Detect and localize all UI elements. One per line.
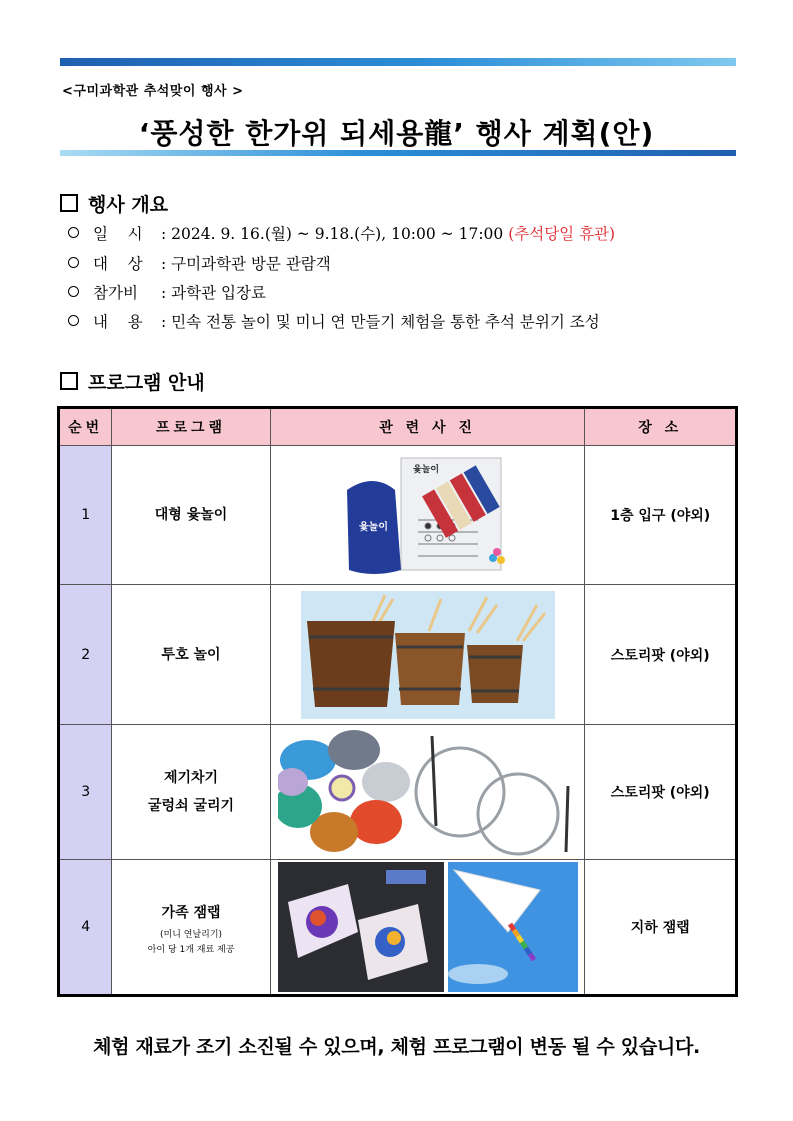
card-label: 윷놀이 xyxy=(412,465,439,475)
program-name xyxy=(112,725,270,860)
row-number: 3 xyxy=(59,725,112,860)
overview-item-label: 대 상 xyxy=(93,255,143,273)
overview-item xyxy=(68,281,266,303)
bottom-decorative-bar xyxy=(60,150,736,156)
row-number: 2 xyxy=(59,585,112,725)
column-header-number: 순번 xyxy=(59,408,112,446)
overview-item-label: 내 용 xyxy=(93,313,143,331)
kite-image xyxy=(278,862,578,992)
footer-notice: 체험 재료가 조기 소진될 수 있으며, 체험 프로그램이 변동 될 수 있습니다. xyxy=(93,1036,700,1058)
overview-item-label: 일 시 xyxy=(93,225,143,243)
table-row xyxy=(59,860,737,996)
top-decorative-bar xyxy=(60,58,736,66)
event-subtitle: <구미과학관 추석맞이 행사 > xyxy=(62,84,244,99)
circle-bullet-icon xyxy=(68,286,79,297)
yut-set-image xyxy=(343,450,513,580)
program-note: 아이 당 1개 재료 제공 xyxy=(147,944,235,955)
program-heading xyxy=(60,368,205,395)
bag-label: 윷놀이 xyxy=(358,522,388,533)
overview-item-label: 참가비 xyxy=(93,284,138,302)
tuho-pots-image xyxy=(301,591,555,719)
table-header-row xyxy=(59,408,737,446)
circle-bullet-icon xyxy=(68,257,79,268)
program-name: 대형 윷놀이 xyxy=(112,446,270,585)
row-number: 1 xyxy=(59,446,112,585)
column-header-program: 프로그램 xyxy=(112,408,270,446)
overview-item xyxy=(68,222,615,244)
overview-item-value: : 민속 전통 놀이 및 미니 연 만들기 체험을 통한 추석 분위기 조성 xyxy=(161,313,600,331)
page-title: ‘풍성한 한가위 되세용龍’ 행사 계획(안) xyxy=(138,117,655,150)
overview-heading-text: 행사 개요 xyxy=(88,194,169,216)
kite-photo xyxy=(270,860,585,996)
jegi-hoop-image xyxy=(278,728,578,856)
jegi-icon xyxy=(278,730,410,852)
program-place: 스토리팟 (야외) xyxy=(585,725,737,860)
program-heading-text: 프로그램 안내 xyxy=(88,372,205,394)
program-place: 지하 잼랩 xyxy=(585,860,737,996)
overview-item-value: : 2024. 9. 16.(월) ~ 9.18.(수), 10:00 ~ 17:00 xyxy=(161,225,509,243)
table-row xyxy=(59,725,737,860)
circle-bullet-icon xyxy=(68,227,79,238)
row-number: 4 xyxy=(59,860,112,996)
overview-item xyxy=(68,252,331,274)
jegi-hoop-photo xyxy=(270,725,585,860)
tuho-photo xyxy=(270,585,585,725)
program-name-line: 제기차기 xyxy=(163,770,219,786)
overview-item xyxy=(68,310,600,332)
checkbox-square-icon xyxy=(60,194,78,212)
table-row xyxy=(59,446,737,585)
program-note: (미니 연날리기) xyxy=(160,929,223,940)
circle-bullet-icon xyxy=(68,315,79,326)
column-header-photo: 관 련 사 진 xyxy=(270,408,585,446)
checkbox-square-icon xyxy=(60,372,78,390)
overview-item-note: (추석당일 휴관) xyxy=(508,225,616,243)
program-name xyxy=(112,860,270,996)
program-name: 투호 놀이 xyxy=(112,585,270,725)
overview-item-value: : 과학관 입장료 xyxy=(161,284,266,302)
column-header-place: 장 소 xyxy=(585,408,737,446)
overview-item-value: : 구미과학관 방문 관람객 xyxy=(161,255,331,273)
table-row xyxy=(59,585,737,725)
program-place: 1층 입구 (야외) xyxy=(585,446,737,585)
program-place: 스토리팟 (야외) xyxy=(585,585,737,725)
hoop-icon xyxy=(416,748,558,854)
overview-heading xyxy=(60,190,168,217)
program-table xyxy=(57,406,738,997)
yut-game-photo xyxy=(270,446,585,585)
program-name-line: 굴렁쇠 굴리기 xyxy=(148,798,235,814)
program-name-main: 가족 잼랩 xyxy=(161,904,221,921)
